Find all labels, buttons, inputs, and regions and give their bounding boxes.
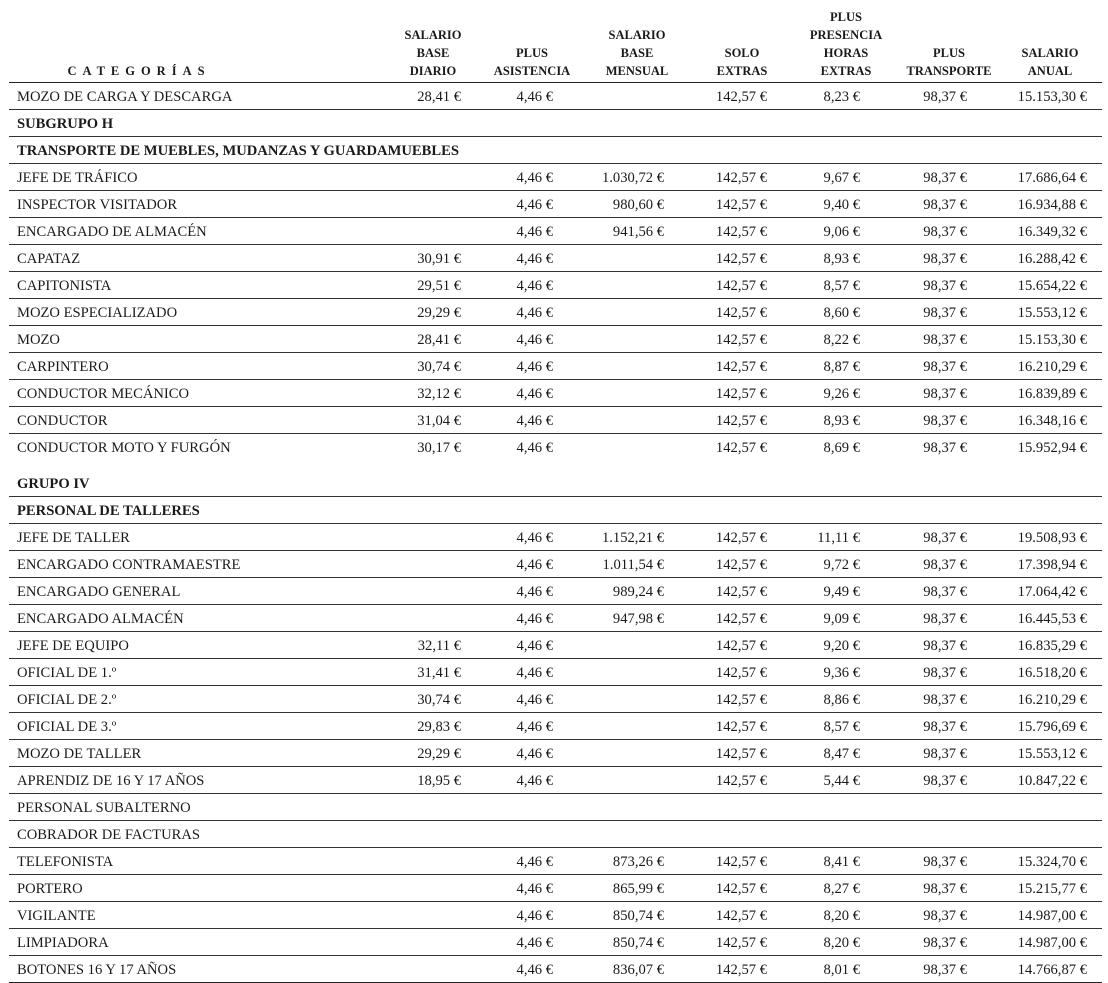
cell-salario-base-diario: 30,91 €: [417, 251, 461, 267]
cell-categoria: PORTERO: [17, 881, 83, 897]
cell-plus-presencia: 11,11 €: [817, 530, 860, 546]
cell-plus-presencia: 9,06 €: [823, 224, 860, 240]
cell-salario-anual: 16.445,53 €: [1017, 611, 1087, 627]
cell-categoria: JEFE DE TALLER: [17, 530, 130, 546]
table-row: [9, 326, 1102, 353]
cell-solo-extras: 142,57 €: [715, 746, 767, 762]
cell-plus-asistencia: 4,46 €: [516, 386, 553, 402]
cell-categoria: LIMPIADORA: [17, 935, 109, 951]
cell-plus-transporte: 98,37 €: [923, 719, 967, 735]
header-plus-presencia-horas-extras-line: PRESENCIA: [809, 28, 883, 42]
cell-categoria: MOZO: [17, 332, 60, 348]
cell-plus-presencia: 8,93 €: [823, 413, 860, 429]
section-heading-row: [9, 110, 1102, 137]
section-heading-row: [9, 460, 1102, 497]
cell-categoria: OFICIAL DE 3.º: [17, 719, 117, 735]
table-row: [9, 191, 1102, 218]
table-row: [9, 686, 1102, 713]
cell-salario-base-mensual: 1.152,21 €: [601, 530, 664, 546]
cell-salario-base-diario: 31,41 €: [417, 665, 461, 681]
cell-categoria: ENCARGADO DE ALMACÉN: [17, 224, 207, 240]
table-row: [9, 767, 1102, 794]
table-row: [9, 164, 1102, 191]
table-row: [9, 218, 1102, 245]
cell-solo-extras: 142,57 €: [715, 359, 767, 375]
table-row: [9, 902, 1102, 929]
cell-solo-extras: 142,57 €: [715, 908, 767, 924]
cell-salario-base-mensual: 989,24 €: [612, 584, 664, 600]
header-salario-base-mensual-line: BASE: [620, 46, 654, 60]
table-row: [9, 434, 1102, 460]
header-plus-transporte-line: TRANSPORTE: [906, 64, 992, 78]
cell-plus-transporte: 98,37 €: [923, 692, 967, 708]
cell-salario-base-diario: 18,95 €: [417, 773, 461, 789]
header-solo-extras: [717, 44, 768, 80]
cell-categoria: SUBGRUPO H: [17, 116, 114, 132]
cell-plus-presencia: 8,23 €: [823, 89, 860, 105]
section-heading-row: [9, 137, 1102, 164]
cell-categoria: PERSONAL DE TALLERES: [17, 503, 200, 519]
cell-plus-asistencia: 4,46 €: [516, 584, 553, 600]
cell-plus-transporte: 98,37 €: [923, 170, 967, 186]
table-row: [9, 794, 1102, 821]
cell-plus-transporte: 98,37 €: [923, 440, 967, 456]
cell-plus-asistencia: 4,46 €: [516, 359, 553, 375]
table-row: [9, 929, 1102, 956]
cell-salario-anual: 15.553,12 €: [1017, 305, 1087, 321]
cell-plus-presencia: 8,57 €: [823, 719, 860, 735]
cell-plus-asistencia: 4,46 €: [516, 557, 553, 573]
cell-plus-transporte: 98,37 €: [923, 665, 967, 681]
cell-salario-anual: 14.766,87 €: [1017, 962, 1087, 978]
cell-categoria: MOZO ESPECIALIZADO: [17, 305, 178, 321]
cell-solo-extras: 142,57 €: [715, 881, 767, 897]
cell-solo-extras: 142,57 €: [715, 962, 767, 978]
cell-plus-presencia: 8,01 €: [823, 962, 860, 978]
cell-solo-extras: 142,57 €: [715, 665, 767, 681]
cell-plus-asistencia: 4,46 €: [516, 962, 553, 978]
cell-plus-transporte: 98,37 €: [923, 773, 967, 789]
table-row: [9, 299, 1102, 326]
table-row: [9, 272, 1102, 299]
cell-plus-asistencia: 4,46 €: [516, 773, 553, 789]
cell-categoria: MOZO DE CARGA Y DESCARGA: [17, 89, 233, 105]
cell-salario-base-mensual: 1.030,72 €: [601, 170, 664, 186]
cell-salario-anual: 16.934,88 €: [1017, 197, 1087, 213]
header-solo-extras-line: SOLO: [724, 46, 760, 60]
cell-plus-presencia: 8,20 €: [823, 935, 860, 951]
cell-plus-transporte: 98,37 €: [923, 197, 967, 213]
cell-salario-anual: 14.987,00 €: [1017, 908, 1087, 924]
header-salario-base-mensual-line: SALARIO: [608, 28, 666, 42]
cell-plus-asistencia: 4,46 €: [516, 530, 553, 546]
cell-plus-asistencia: 4,46 €: [516, 638, 553, 654]
cell-salario-base-diario: 30,17 €: [417, 440, 461, 456]
cell-categoria: ENCARGADO ALMACÉN: [17, 611, 184, 627]
cell-plus-transporte: 98,37 €: [923, 557, 967, 573]
cell-plus-presencia: 9,20 €: [823, 638, 860, 654]
cell-salario-base-diario: 32,11 €: [417, 638, 461, 654]
cell-salario-anual: 15.215,77 €: [1017, 881, 1087, 897]
cell-salario-base-mensual: 947,98 €: [612, 611, 664, 627]
cell-plus-asistencia: 4,46 €: [516, 665, 553, 681]
cell-plus-presencia: 8,20 €: [823, 908, 860, 924]
salary-table: [9, 0, 1102, 983]
cell-categoria: BOTONES 16 Y 17 AÑOS: [17, 962, 177, 978]
cell-salario-anual: 16.210,29 €: [1017, 692, 1087, 708]
table-body: [9, 83, 1102, 983]
cell-categoria: JEFE DE EQUIPO: [17, 638, 129, 654]
header-salario-anual: [1022, 44, 1079, 80]
cell-salario-base-mensual: 850,74 €: [612, 908, 664, 924]
cell-plus-presencia: 8,86 €: [823, 692, 860, 708]
cell-solo-extras: 142,57 €: [715, 386, 767, 402]
cell-salario-anual: 16.288,42 €: [1017, 251, 1087, 267]
table-row: [9, 740, 1102, 767]
cell-plus-asistencia: 4,46 €: [516, 746, 553, 762]
table-row: [9, 848, 1102, 875]
cell-categoria: PERSONAL SUBALTERNO: [17, 800, 191, 816]
cell-plus-asistencia: 4,46 €: [516, 224, 553, 240]
cell-plus-transporte: 98,37 €: [923, 881, 967, 897]
header-salario-anual-line: SALARIO: [1021, 46, 1079, 60]
cell-salario-anual: 16.835,29 €: [1017, 638, 1087, 654]
cell-salario-base-diario: 29,29 €: [417, 746, 461, 762]
cell-solo-extras: 142,57 €: [715, 854, 767, 870]
cell-categoria: COBRADOR DE FACTURAS: [17, 827, 200, 843]
cell-salario-anual: 17.686,64 €: [1017, 170, 1087, 186]
cell-solo-extras: 142,57 €: [715, 440, 767, 456]
cell-plus-asistencia: 4,46 €: [516, 332, 553, 348]
header-plus-presencia-horas-extras-line: HORAS: [823, 46, 869, 60]
table-row: [9, 578, 1102, 605]
cell-plus-presencia: 9,40 €: [823, 197, 860, 213]
header-plus-asistencia-line: PLUS: [516, 46, 548, 60]
cell-plus-presencia: 9,36 €: [823, 665, 860, 681]
cell-plus-presencia: 9,09 €: [823, 611, 860, 627]
cell-salario-base-mensual: 980,60 €: [612, 197, 664, 213]
cell-salario-anual: 16.349,32 €: [1017, 224, 1087, 240]
cell-plus-transporte: 98,37 €: [923, 530, 967, 546]
cell-plus-asistencia: 4,46 €: [516, 89, 553, 105]
cell-categoria: GRUPO IV: [17, 476, 90, 492]
cell-solo-extras: 142,57 €: [715, 251, 767, 267]
cell-categoria: MOZO DE TALLER: [17, 746, 142, 762]
cell-plus-asistencia: 4,46 €: [516, 908, 553, 924]
cell-salario-anual: 17.064,42 €: [1017, 584, 1087, 600]
table-row: [9, 632, 1102, 659]
header-plus-transporte: [907, 44, 992, 80]
table-row: [9, 407, 1102, 434]
cell-plus-presencia: 9,72 €: [823, 557, 860, 573]
cell-plus-transporte: 98,37 €: [923, 584, 967, 600]
cell-salario-anual: 14.987,00 €: [1017, 935, 1087, 951]
cell-salario-anual: 16.518,20 €: [1017, 665, 1087, 681]
cell-plus-transporte: 98,37 €: [923, 89, 967, 105]
cell-salario-base-mensual: 850,74 €: [612, 935, 664, 951]
cell-plus-transporte: 98,37 €: [923, 305, 967, 321]
cell-plus-presencia: 8,60 €: [823, 305, 860, 321]
cell-solo-extras: 142,57 €: [715, 638, 767, 654]
cell-categoria: CONDUCTOR MECÁNICO: [17, 386, 190, 402]
cell-plus-transporte: 98,37 €: [923, 962, 967, 978]
cell-plus-presencia: 8,69 €: [823, 440, 860, 456]
cell-plus-presencia: 8,47 €: [823, 746, 860, 762]
cell-solo-extras: 142,57 €: [715, 197, 767, 213]
cell-salario-base-diario: 30,74 €: [417, 692, 461, 708]
cell-plus-asistencia: 4,46 €: [516, 719, 553, 735]
header-salario-base-diario-line: SALARIO: [404, 28, 462, 42]
table-row: [9, 956, 1102, 983]
cell-categoria: APRENDIZ DE 16 Y 17 AÑOS: [17, 773, 205, 789]
cell-plus-asistencia: 4,46 €: [516, 305, 553, 321]
cell-solo-extras: 142,57 €: [715, 719, 767, 735]
cell-solo-extras: 142,57 €: [715, 584, 767, 600]
cell-salario-anual: 16.210,29 €: [1017, 359, 1087, 375]
cell-plus-presencia: 8,41 €: [823, 854, 860, 870]
cell-plus-asistencia: 4,46 €: [516, 278, 553, 294]
header-salario-base-diario-line: DIARIO: [409, 64, 457, 78]
cell-categoria: OFICIAL DE 1.º: [17, 665, 117, 681]
header-salario-base-mensual: [606, 26, 669, 80]
cell-plus-presencia: 9,49 €: [823, 584, 860, 600]
cell-plus-asistencia: 4,46 €: [516, 854, 553, 870]
cell-salario-base-diario: 28,41 €: [417, 332, 461, 348]
cell-salario-base-diario: 29,51 €: [417, 278, 461, 294]
cell-salario-base-diario: 29,29 €: [417, 305, 461, 321]
table-row: [9, 875, 1102, 902]
cell-solo-extras: 142,57 €: [715, 557, 767, 573]
cell-plus-presencia: 8,57 €: [823, 278, 860, 294]
cell-categoria: CAPITONISTA: [17, 278, 112, 294]
table-row: [9, 245, 1102, 272]
cell-salario-base-mensual: 865,99 €: [612, 881, 664, 897]
cell-solo-extras: 142,57 €: [715, 224, 767, 240]
cell-salario-anual: 15.324,70 €: [1017, 854, 1087, 870]
cell-plus-asistencia: 4,46 €: [516, 935, 553, 951]
cell-plus-transporte: 98,37 €: [923, 638, 967, 654]
header-plus-presencia-horas-extras: [810, 8, 882, 80]
cell-plus-asistencia: 4,46 €: [516, 170, 553, 186]
cell-solo-extras: 142,57 €: [715, 332, 767, 348]
cell-categoria: TRANSPORTE DE MUEBLES, MUDANZAS Y GUARDAMUEBLES: [17, 143, 459, 159]
cell-plus-transporte: 98,37 €: [923, 413, 967, 429]
cell-categoria: OFICIAL DE 2.º: [17, 692, 117, 708]
header-plus-transporte-line: PLUS: [933, 46, 965, 60]
header-categorias-line: CATEGORÍAS: [67, 64, 211, 78]
cell-salario-anual: 15.952,94 €: [1017, 440, 1087, 456]
cell-plus-presencia: 8,87 €: [823, 359, 860, 375]
cell-salario-base-mensual: 941,56 €: [612, 224, 664, 240]
cell-categoria: CONDUCTOR MOTO Y FURGÓN: [17, 440, 231, 456]
header-plus-presencia-horas-extras-line: PLUS: [830, 10, 862, 24]
cell-plus-asistencia: 4,46 €: [516, 440, 553, 456]
cell-solo-extras: 142,57 €: [715, 692, 767, 708]
cell-plus-transporte: 98,37 €: [923, 386, 967, 402]
cell-categoria: INSPECTOR VISITADOR: [17, 197, 178, 213]
cell-categoria: JEFE DE TRÁFICO: [17, 170, 138, 186]
cell-categoria: ENCARGADO CONTRAMAESTRE: [17, 557, 241, 573]
cell-salario-anual: 15.153,30 €: [1017, 332, 1087, 348]
cell-salario-base-mensual: 1.011,54 €: [602, 557, 664, 573]
cell-categoria: TELEFONISTA: [17, 854, 114, 870]
cell-plus-presencia: 8,22 €: [823, 332, 860, 348]
cell-solo-extras: 142,57 €: [715, 278, 767, 294]
cell-categoria: CARPINTERO: [17, 359, 109, 375]
cell-solo-extras: 142,57 €: [715, 170, 767, 186]
cell-solo-extras: 142,57 €: [715, 530, 767, 546]
cell-categoria: CONDUCTOR: [17, 413, 108, 429]
cell-salario-anual: 15.654,22 €: [1017, 278, 1087, 294]
cell-salario-base-diario: 30,74 €: [417, 359, 461, 375]
header-solo-extras-line: EXTRAS: [716, 64, 768, 78]
cell-plus-transporte: 98,37 €: [923, 278, 967, 294]
cell-plus-transporte: 98,37 €: [923, 908, 967, 924]
cell-salario-anual: 15.553,12 €: [1017, 746, 1087, 762]
cell-solo-extras: 142,57 €: [715, 305, 767, 321]
cell-plus-transporte: 98,37 €: [923, 746, 967, 762]
cell-plus-asistencia: 4,46 €: [516, 692, 553, 708]
table-row: [9, 551, 1102, 578]
cell-plus-transporte: 98,37 €: [923, 224, 967, 240]
cell-solo-extras: 142,57 €: [715, 611, 767, 627]
cell-plus-asistencia: 4,46 €: [516, 881, 553, 897]
cell-salario-anual: 15.153,30 €: [1017, 89, 1087, 105]
cell-plus-asistencia: 4,46 €: [516, 413, 553, 429]
cell-solo-extras: 142,57 €: [715, 935, 767, 951]
cell-plus-transporte: 98,37 €: [923, 935, 967, 951]
header-salario-base-mensual-line: MENSUAL: [605, 64, 669, 78]
cell-solo-extras: 142,57 €: [715, 89, 767, 105]
table-row: [9, 524, 1102, 551]
header-plus-asistencia-line: ASISTENCIA: [493, 64, 571, 78]
table-row: [9, 353, 1102, 380]
cell-salario-base-diario: 28,41 €: [417, 89, 461, 105]
header-plus-asistencia: [494, 44, 570, 80]
table-header: [9, 0, 1102, 83]
cell-salario-anual: 16.839,89 €: [1017, 386, 1087, 402]
cell-categoria: VIGILANTE: [17, 908, 96, 924]
cell-salario-base-diario: 32,12 €: [417, 386, 461, 402]
table-row: [9, 380, 1102, 407]
cell-plus-presencia: 8,27 €: [823, 881, 860, 897]
table-row: [9, 83, 1102, 110]
cell-plus-presencia: 5,44 €: [823, 773, 860, 789]
cell-salario-anual: 17.398,94 €: [1017, 557, 1087, 573]
header-salario-base-diario-line: BASE: [416, 46, 450, 60]
table-row: [9, 659, 1102, 686]
cell-salario-base-diario: 29,83 €: [417, 719, 461, 735]
table-row: [9, 821, 1102, 848]
cell-plus-presencia: 8,93 €: [823, 251, 860, 267]
cell-plus-presencia: 9,67 €: [823, 170, 860, 186]
header-plus-presencia-horas-extras-line: EXTRAS: [820, 64, 872, 78]
cell-plus-transporte: 98,37 €: [923, 854, 967, 870]
table-row: [9, 713, 1102, 740]
cell-salario-base-mensual: 873,26 €: [612, 854, 664, 870]
header-salario-anual-line: ANUAL: [1027, 64, 1073, 78]
cell-plus-transporte: 98,37 €: [923, 611, 967, 627]
cell-salario-base-diario: 31,04 €: [417, 413, 461, 429]
cell-categoria: ENCARGADO GENERAL: [17, 584, 181, 600]
cell-categoria: CAPATAZ: [17, 251, 81, 267]
cell-solo-extras: 142,57 €: [715, 773, 767, 789]
cell-salario-anual: 16.348,16 €: [1017, 413, 1087, 429]
cell-plus-presencia: 9,26 €: [823, 386, 860, 402]
cell-plus-asistencia: 4,46 €: [516, 197, 553, 213]
header-salario-base-diario: [405, 26, 462, 80]
table-row: [9, 605, 1102, 632]
cell-plus-transporte: 98,37 €: [923, 359, 967, 375]
cell-plus-transporte: 98,37 €: [923, 251, 967, 267]
section-heading-row: [9, 497, 1102, 524]
cell-plus-asistencia: 4,46 €: [516, 611, 553, 627]
cell-plus-asistencia: 4,46 €: [516, 251, 553, 267]
cell-salario-base-mensual: 836,07 €: [612, 962, 664, 978]
cell-salario-anual: 10.847,22 €: [1017, 773, 1087, 789]
header-categorias: [67, 62, 210, 80]
cell-salario-anual: 19.508,93 €: [1017, 530, 1087, 546]
cell-salario-anual: 15.796,69 €: [1017, 719, 1087, 735]
cell-solo-extras: 142,57 €: [715, 413, 767, 429]
cell-plus-transporte: 98,37 €: [923, 332, 967, 348]
